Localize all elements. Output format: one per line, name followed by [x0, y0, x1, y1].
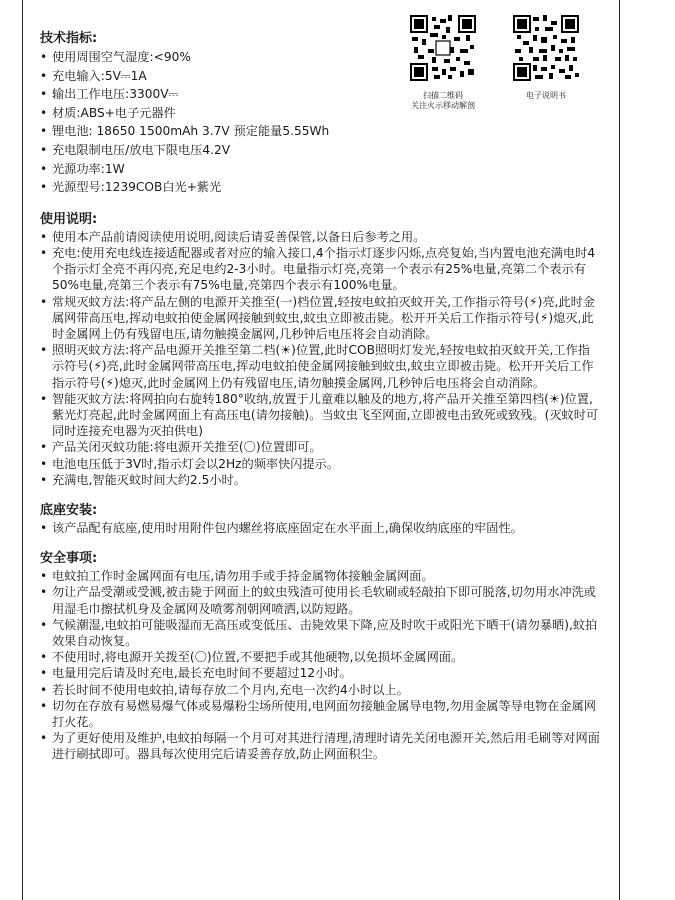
usage-list — [40, 229, 600, 488]
base-section — [40, 502, 600, 536]
list-item: • 为了更好使用及维护,电蚊拍每隔一个月可对其进行清理,清理时请先关闭电源开关,然后用毛刷等对网面进行刷拭即可。器具每次使用完后请妥善存放,防止网面积尘。 — [40, 730, 600, 762]
list-item: • 智能灭蚊方法:将网拍向右旋转180°收纳,放置于儿童难以触及的地方,将产品开关推至第四档(☀)位置,紫光灯亮起,此时金属网面上有高压电(请勿接触)。当蚊虫飞至网面,立即被电击致死或致残。(灭蚊时可同时连接充电器为灭拍供电) — [40, 391, 600, 440]
list-item: • 锂电池: 18650 1500mAh 3.7V 预定能量5.55Wh — [40, 122, 385, 141]
list-item: • 使用本产品前请阅读使用说明,阅读后请妥善保管,以备日后参考之用。 — [40, 229, 600, 245]
manual-content — [40, 30, 600, 763]
list-item: • 产品关闭灭蚊功能:将电源开关推至(〇)位置即可。 — [40, 439, 600, 455]
list-item: • 输出工作电压:3300V⎓ — [40, 85, 385, 104]
manual-page — [22, 0, 620, 900]
section-title: 底座安装: — [40, 503, 98, 518]
section-title: 安全事项: — [40, 551, 98, 567]
list-item: • 充电输入:5V⎓1A — [40, 67, 385, 86]
usage-section — [40, 211, 600, 488]
base-list — [40, 520, 600, 536]
list-item: • 不使用时,将电源开关拨至(〇)位置,不要把手或其他硬物,以免损坏金属网面。 — [40, 649, 600, 665]
list-item: • 充电限制电压/放电下限电压4.2V — [40, 141, 385, 160]
section-title: 技术指标: — [40, 31, 98, 46]
list-item: • 光源功率:1W — [40, 160, 385, 179]
specs-list — [40, 48, 385, 197]
section-title: 使用说明: — [40, 211, 98, 227]
list-item: • 充满电,智能灭蚊时间大约2.5小时。 — [40, 472, 600, 488]
list-item: • 该产品配有底座,使用时用附件包内螺丝将底座固定在水平面上,确保收纳底座的牢固性。 — [40, 520, 600, 536]
list-item: • 切勿在存放有易燃易爆气体或易爆粉尘场所使用,电网面勿接触金属导电物,勿用金属等导电物在金属网打火花。 — [40, 698, 600, 730]
specs-section — [40, 30, 600, 197]
qr-caption: 扫描二维码 关注火示移动解剖 — [411, 91, 475, 110]
qr-caption: 电子说明书 — [526, 91, 566, 100]
safety-list — [40, 568, 600, 762]
list-item: • 电蚊拍工作时金属网面有电压,请勿用手或手持金属物体接触金属网面。 — [40, 568, 600, 584]
safety-section — [40, 550, 600, 762]
list-item: • 气候潮湿,电蚊拍可能吸湿而无高压或变低压、击毙效果下降,应及时吹干或阳光下晒干(请勿暴晒),蚊拍效果自动恢复。 — [40, 617, 600, 649]
list-item: • 照明灭蚊方法:将产品电源开关推至第二档(☀)位置,此时COB照明灯发光,轻按电蚊拍灭蚊开关,工作指示符号(⚡)亮,此时金属网带高压电,挥动电蚊拍使金属网接触到蚊虫,蚊虫立即被击毙。松开开关后工作指示符号(⚡)熄灭,此时金属网上仍有残留电压,请勿触摸金属网,几秒钟后电压将会自动消除。 — [40, 342, 600, 391]
list-item: • 常规灭蚊方法:将产品左侧的电源开关推至(一)档位置,轻按电蚊拍灭蚊开关,工作指示符号(⚡)亮,此时金属网带高压电,挥动电蚊拍使金属网接触到蚊虫,蚊虫立即被击毙。松开开关后工作指示符号(⚡)熄灭,此时金属网上仍有残留电压,请勿触摸金属网,几秒钟后电压将会自动消除。 — [40, 294, 600, 343]
list-item: • 电池电压低于3V时,指示灯会以2Hz的频率快闪提示。 — [40, 456, 600, 472]
list-item: • 光源型号:1239COB白光+紫光 — [40, 178, 385, 197]
list-item: • 使用周围空气湿度:<90% — [40, 48, 385, 67]
list-item: • 勿让产品受潮或受溅,被击毙于网面上的蚊虫残渣可使用长毛软刷或轻敲拍下即可脱落,切勿用水冲洗或用湿毛巾擦拭机身及金属网及喷雾剂朝网喷洒,以防短路。 — [40, 584, 600, 616]
list-item: • 电量用完后请及时充电,最长充电时间不要超过12小时。 — [40, 665, 600, 681]
list-item: • 材质:ABS+电子元器件 — [40, 104, 385, 123]
list-item: • 若长时间不使用电蚊拍,请每存放二个月内,充电一次约4小时以上。 — [40, 682, 600, 698]
list-item: • 充电:使用充电线连接适配器或者对应的输入接口,4个指示灯逐步闪烁,点亮复始,当内置电池充满电时4个指示灯全亮不再闪亮,充足电约2-3小时。电量指示灯亮,亮第一个表示有25%电量,亮第二个表示有50%电量,亮第三个表示有75%电量,亮第四个表示有100%电量。 — [40, 245, 600, 294]
